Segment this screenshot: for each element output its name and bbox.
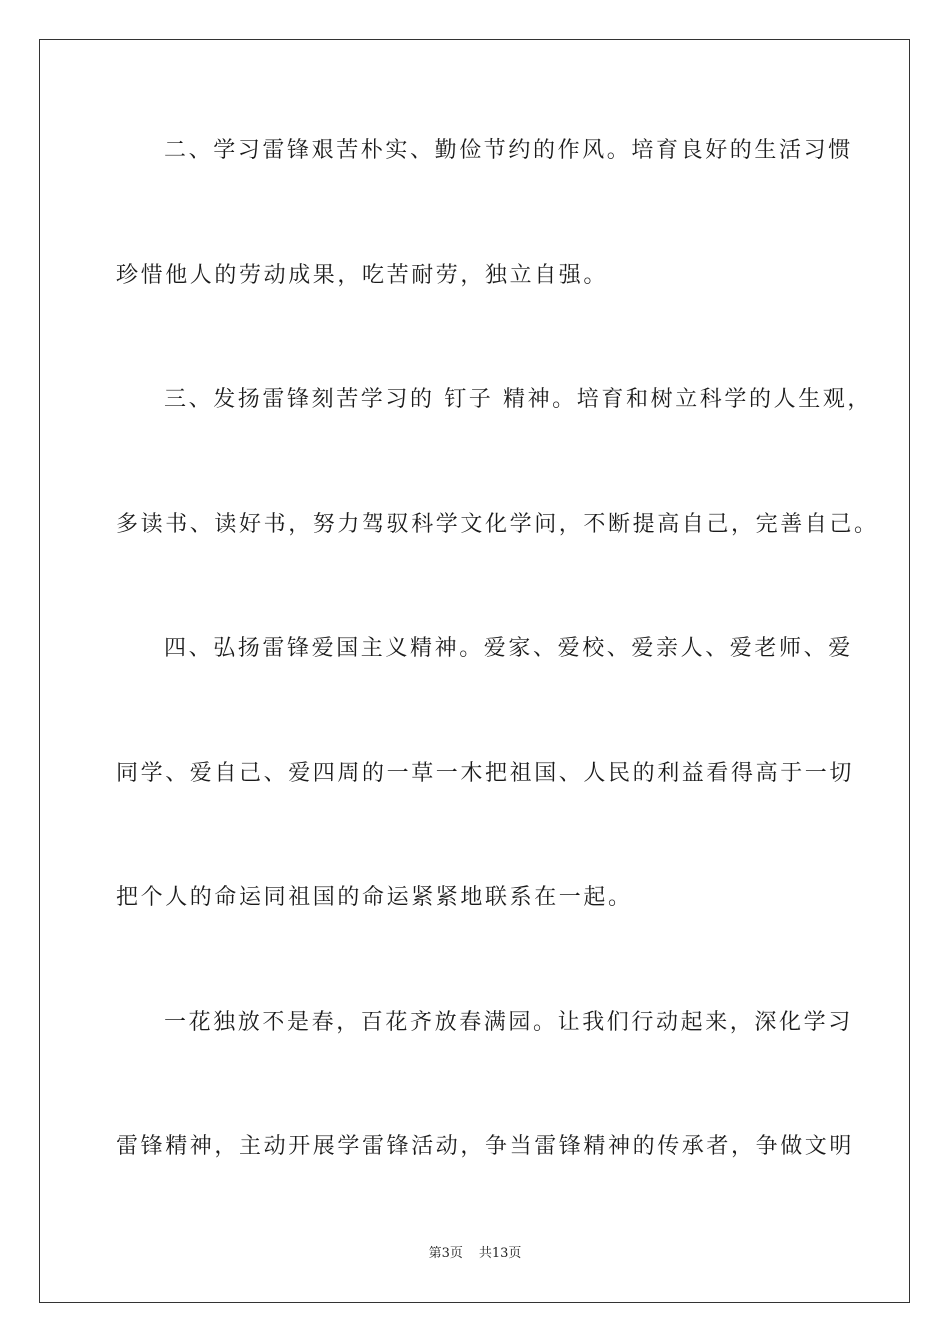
paragraph-4-line-2: 同学、爱自己、爱四周的一草一木把祖国、人民的利益看得高于一切 xyxy=(116,761,855,786)
page-total: 共13页 xyxy=(478,1246,522,1261)
paragraph-3-line-2: 多读书、读好书，努力驾驭科学文化学问，不断提高自己，完善自己。 xyxy=(116,512,879,537)
page-border xyxy=(39,39,910,1303)
paragraph-2-line-1: 二、学习雷锋艰苦朴实、勤俭节约的作风。培育良好的生活习惯 xyxy=(164,138,853,163)
page-number: 第3页 xyxy=(428,1246,463,1261)
page-footer xyxy=(0,1246,950,1262)
paragraph-2-line-2: 珍惜他人的劳动成果，吃苦耐劳，独立自强。 xyxy=(116,263,609,288)
paragraph-5-line-1: 一花独放不是春，百花齐放春满园。让我们行动起来，深化学习 xyxy=(164,1010,853,1035)
paragraph-4-line-1: 四、弘扬雷锋爱国主义精神。爱家、爱校、爱亲人、爱老师、爱 xyxy=(164,636,853,661)
paragraph-3-line-1: 三、发扬雷锋刻苦学习的 钉子 精神。培育和树立科学的人生观， xyxy=(164,387,872,412)
paragraph-4-line-3: 把个人的命运同祖国的命运紧紧地联系在一起。 xyxy=(116,885,633,910)
paragraph-5-line-2: 雷锋精神，主动开展学雷锋活动，争当雷锋精神的传承者，争做文明 xyxy=(116,1134,855,1159)
